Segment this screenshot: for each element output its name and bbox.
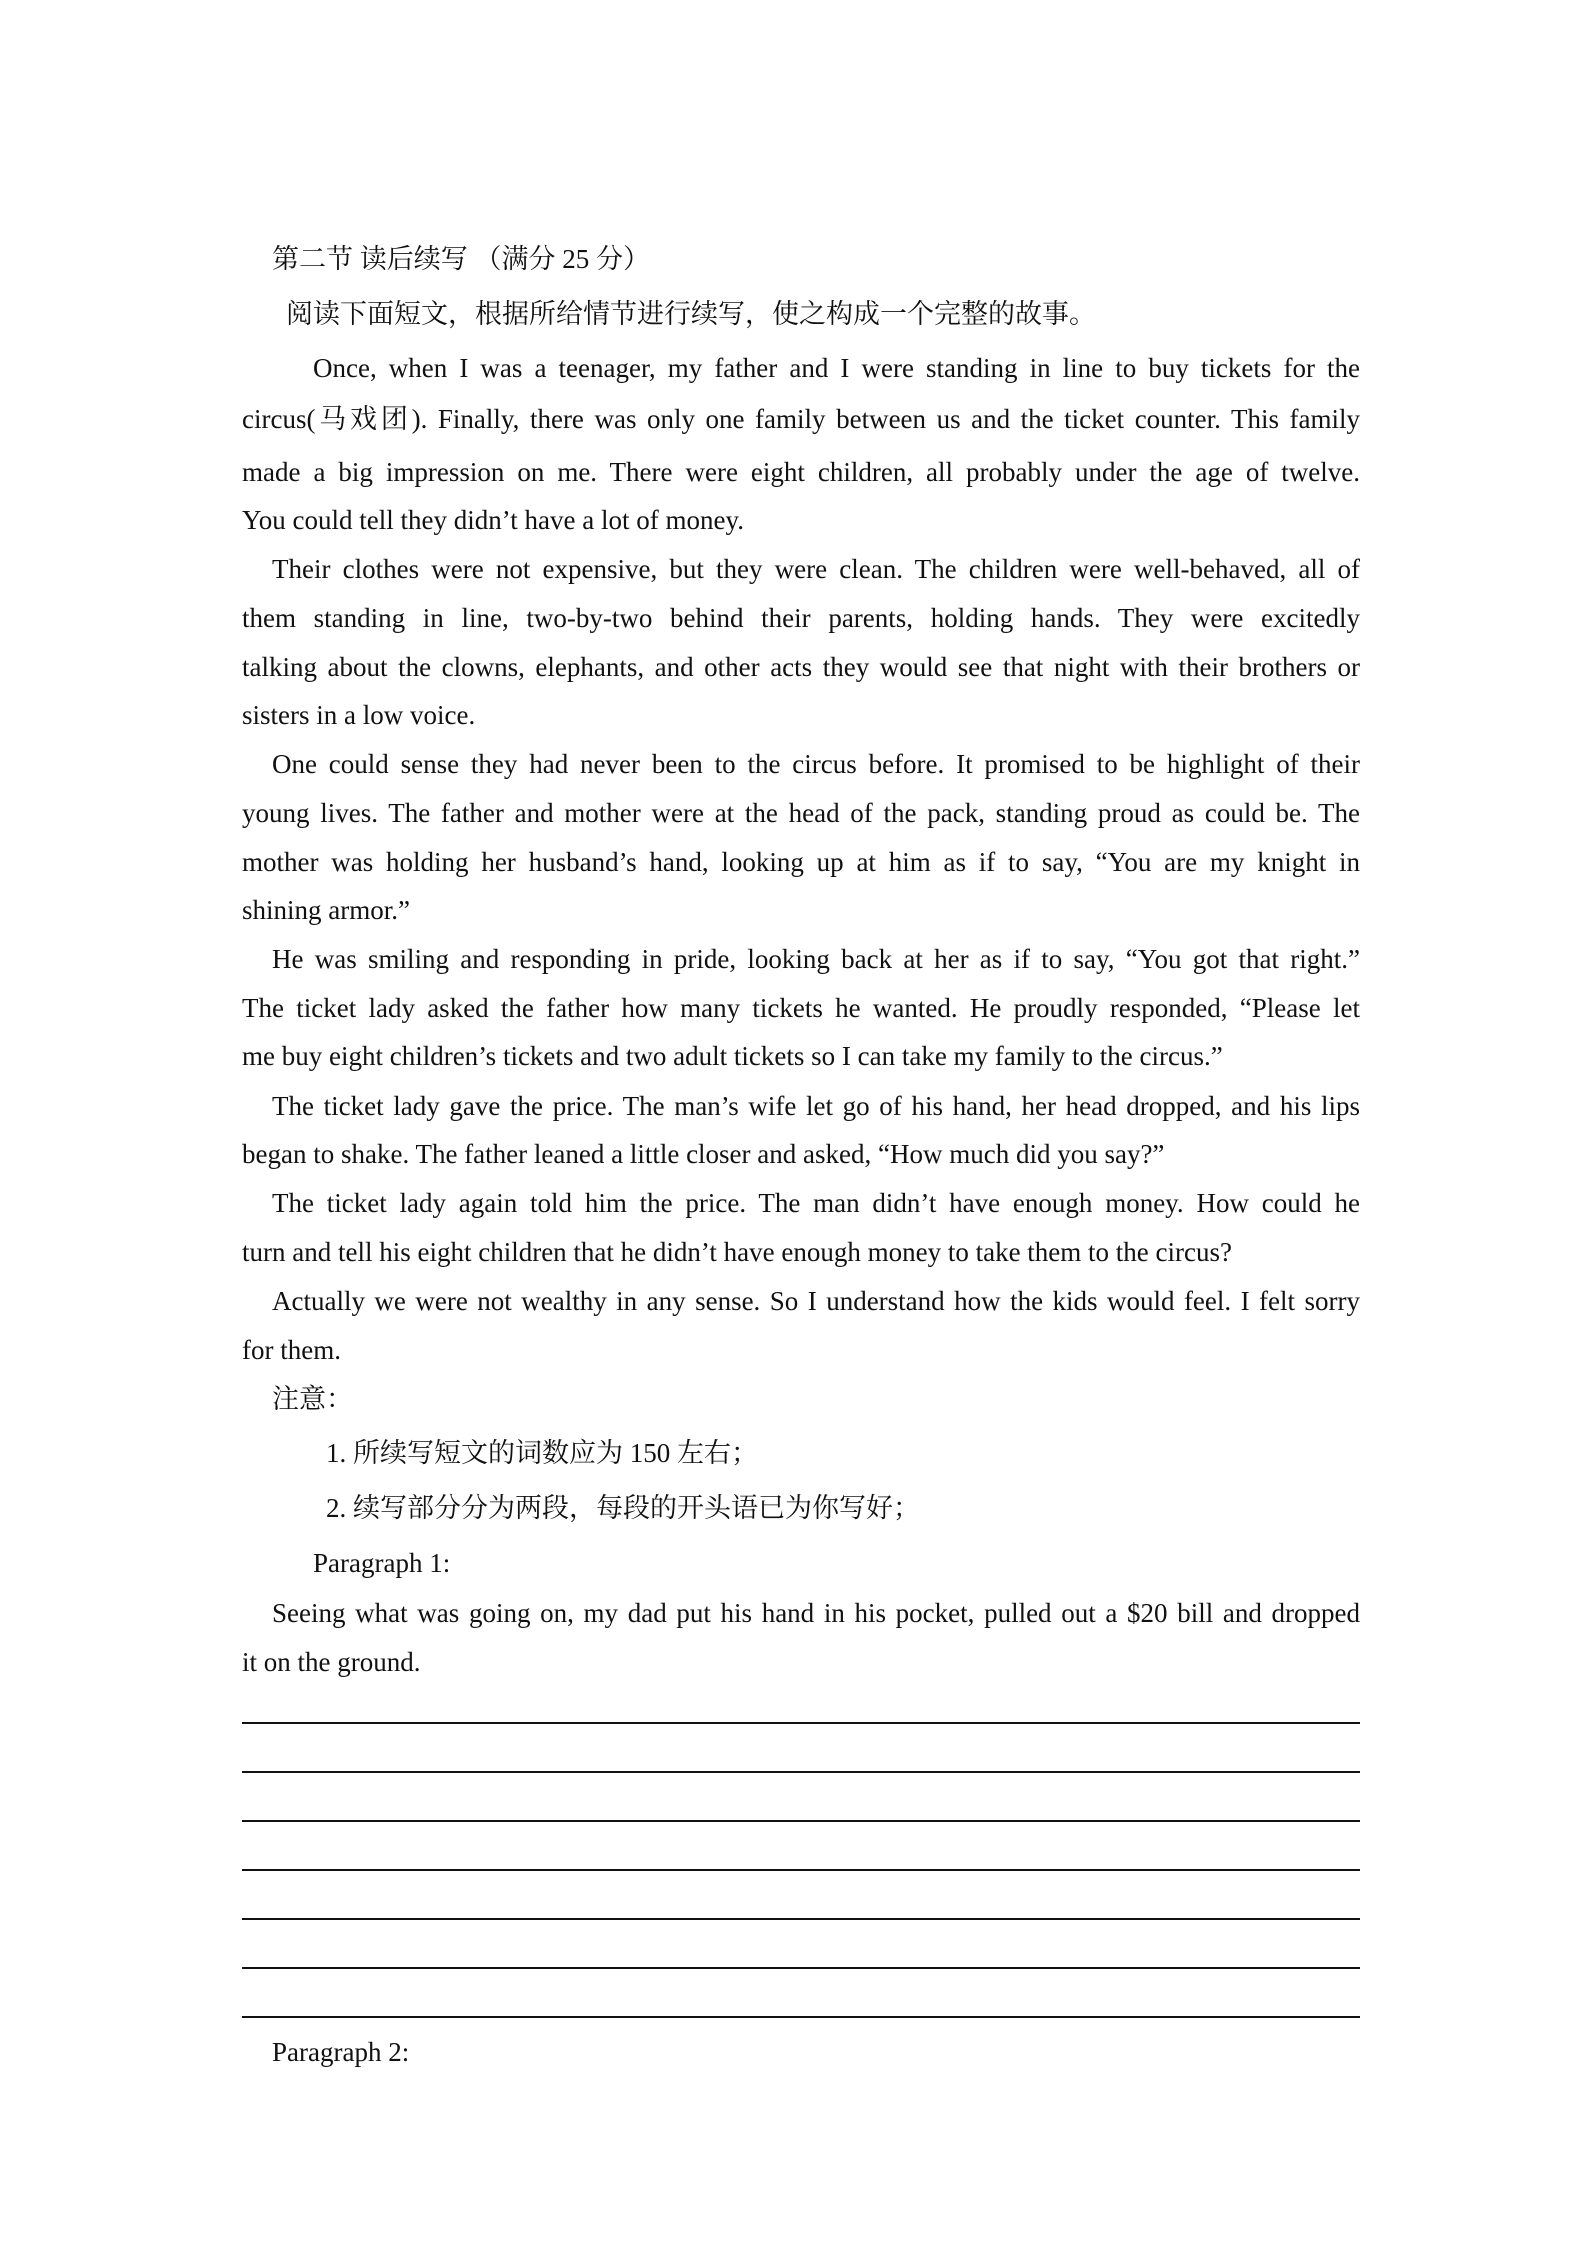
passage-line: circus(马戏团). Finally, there was only one family between us and the ticket counter. This family xyxy=(242,404,1360,434)
passage-line: The ticket lady asked the father how many tickets he wanted. He proudly responded, “Please let xyxy=(242,993,1360,1023)
writing-line[interactable] xyxy=(242,1771,1360,1773)
passage-line: made a big impression on me. There were eight children, all probably under the age of twelve. xyxy=(242,457,1360,487)
note-item: 2. 续写部分分为两段，每段的开头语已为你写好； xyxy=(326,1493,920,1523)
writing-line[interactable] xyxy=(242,1869,1360,1871)
passage-line: mother was holding her husband’s hand, looking up at him as if to say, “You are my knight in xyxy=(242,847,1360,877)
passage-line: Their clothes were not expensive, but they were clean. The children were well-behaved, all of xyxy=(272,554,1360,584)
paragraph1-opening-line: Seeing what was going on, my dad put his hand in his pocket, pulled out a $20 bill and dropped xyxy=(272,1598,1360,1628)
instruction-text: 阅读下面短文，根据所给情节进行续写，使之构成一个完整的故事。 xyxy=(286,299,1096,329)
paragraph1-label: Paragraph 1: xyxy=(313,1548,451,1578)
passage-line: One could sense they had never been to the circus before. It promised to be highlight of their xyxy=(272,749,1360,779)
passage-line: talking about the clowns, elephants, and other acts they would see that night with their brothers or xyxy=(242,652,1360,682)
note-item: 1. 所续写短文的词数应为 150 左右； xyxy=(326,1438,758,1468)
passage-line: began to shake. The father leaned a little closer and asked, “How much did you say?” xyxy=(242,1139,1165,1169)
writing-line[interactable] xyxy=(242,1722,1360,1724)
passage-line: me buy eight children’s tickets and two adult tickets so I can take my family to the circus.” xyxy=(242,1041,1223,1071)
paragraph1-opening-line: it on the ground. xyxy=(242,1647,421,1677)
notes-label: 注意： xyxy=(272,1384,353,1414)
passage-line: turn and tell his eight children that he didn’t have enough money to take them to the circus? xyxy=(242,1237,1232,1267)
passage-line: sisters in a low voice. xyxy=(242,700,476,730)
passage-line: He was smiling and responding in pride, looking back at her as if to say, “You got that right.” xyxy=(272,944,1360,974)
passage-line: The ticket lady again told him the price. The man didn’t have enough money. How could he xyxy=(272,1188,1360,1218)
writing-line[interactable] xyxy=(242,1918,1360,1920)
writing-line[interactable] xyxy=(242,2016,1360,2018)
passage-line: Actually we were not wealthy in any sense. So I understand how the kids would feel. I felt sorry xyxy=(272,1286,1360,1316)
passage-line: them standing in line, two-by-two behind their parents, holding hands. They were excitedly xyxy=(242,603,1360,633)
passage-line: young lives. The father and mother were at the head of the pack, standing proud as could be. The xyxy=(242,798,1360,828)
writing-line[interactable] xyxy=(242,1967,1360,1969)
passage-line: Once, when I was a teenager, my father and I were standing in line to buy tickets for the xyxy=(313,353,1360,383)
paragraph2-label: Paragraph 2: xyxy=(272,2037,410,2067)
passage-line: You could tell they didn’t have a lot of money. xyxy=(242,505,744,535)
writing-line[interactable] xyxy=(242,1820,1360,1822)
passage-line: The ticket lady gave the price. The man’s wife let go of his hand, her head dropped, and his lips xyxy=(272,1091,1360,1121)
passage-line: shining armor.” xyxy=(242,895,410,925)
section-title: 第二节 读后续写 （满分 25 分） xyxy=(272,244,650,274)
passage-line: for them. xyxy=(242,1335,341,1365)
